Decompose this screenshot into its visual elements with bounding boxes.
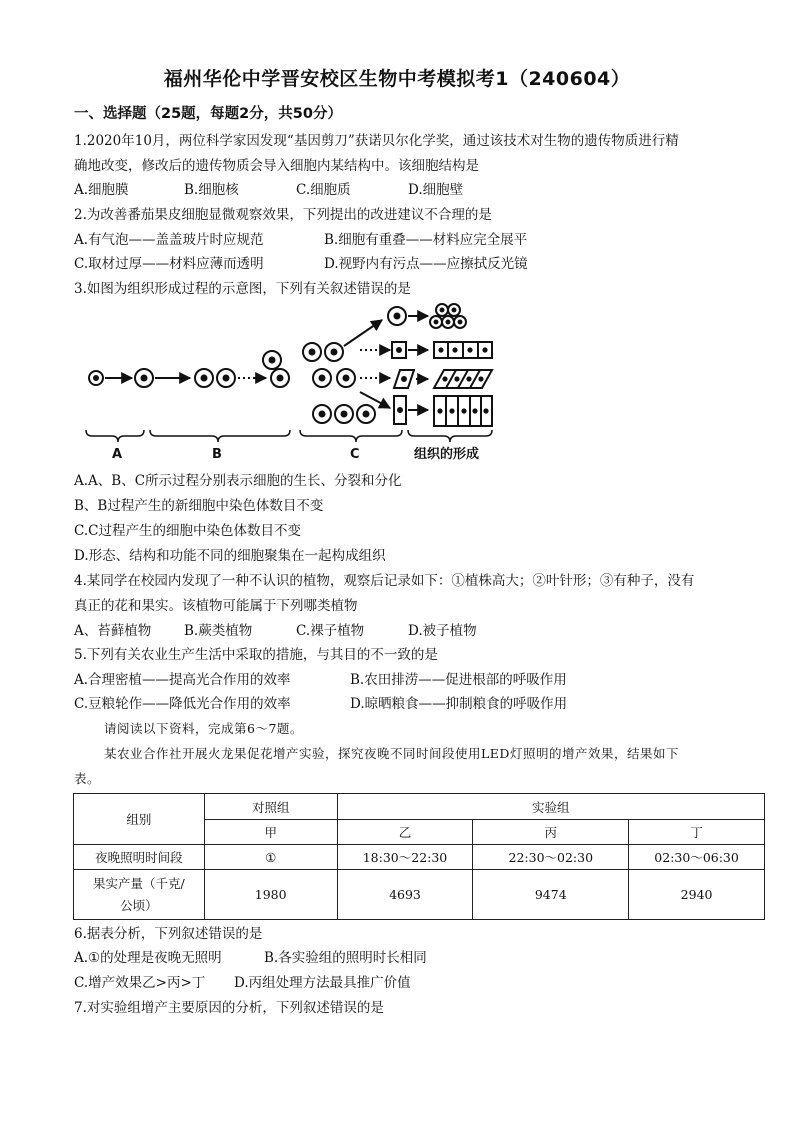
arrow-icon [344, 320, 382, 346]
table-row [74, 845, 765, 870]
q2-option-d[interactable]: D.视野内有污点——应擦拭反光镜 [324, 256, 528, 272]
brace-a [86, 430, 144, 442]
q6-option-a[interactable]: A.①的处理是夜晚无照明 [74, 950, 222, 966]
q1-option-d[interactable]: D.细胞壁 [408, 182, 464, 198]
tissue-icon [434, 370, 492, 388]
q1-option-b[interactable]: B.细胞核 [184, 182, 239, 198]
cell-icon [89, 371, 103, 385]
row-label: 夜晚照明时间段 [74, 845, 205, 870]
q5-option-c[interactable]: C.豆粮轮作——降低光合作用的效率 [74, 696, 291, 712]
table-cell: ① [204, 845, 337, 870]
question-2-options-row-2 [74, 254, 734, 274]
question-2-options-row-1 [74, 230, 734, 250]
q6-option-c[interactable]: C.增产效果乙>丙>丁 [74, 975, 206, 991]
question-2-line-1: 2.为改善番茄果皮细胞显微观察效果，下列提出的改进建议不合理的是 [74, 207, 492, 223]
cell-icon [263, 343, 375, 423]
q3-option-a[interactable]: A.A、B、C所示过程分别表示细胞的生长、分裂和分化 [74, 473, 402, 489]
tissue-icon [430, 304, 466, 328]
q2-option-c[interactable]: C.取材过厚——材料应薄而透明 [74, 256, 264, 272]
group-yi: 乙 [337, 820, 473, 845]
reading-passage-line-2: 表。 [74, 771, 101, 786]
table-cell: 1980 [204, 870, 337, 920]
experiment-header: 实验组 [337, 794, 764, 820]
table-cell: 9474 [473, 870, 629, 920]
question-5-line-1: 5.下列有关农业生产生活中采取的措施，与其目的不一致的是 [74, 647, 438, 663]
table-cell: 4693 [337, 870, 473, 920]
q3-option-c[interactable]: C.C过程产生的细胞中染色体数目不变 [74, 523, 301, 539]
table-cell: 18:30～22:30 [337, 845, 473, 870]
q5-option-b[interactable]: B.农田排涝——促进根部的呼吸作用 [350, 672, 567, 688]
brace-tissue [408, 430, 492, 442]
q1-option-c[interactable]: C.细胞质 [296, 182, 351, 198]
q2-option-a[interactable]: A.有气泡——盖盖玻片时应规范 [74, 232, 264, 248]
question-7-line-1: 7.对实验组增产主要原因的分析，下列叙述错误的是 [74, 1000, 384, 1016]
diagram-label-b: B [212, 447, 222, 462]
group-ding: 丁 [629, 820, 765, 845]
q4-option-b[interactable]: B.蕨类植物 [184, 623, 253, 639]
q5-option-a[interactable]: A.合理密植——提高光合作用的效率 [74, 672, 291, 688]
tissue-icon [434, 396, 492, 426]
question-6-options-row-2 [74, 973, 734, 993]
diagram-caption: 组织的形成 [414, 447, 480, 462]
question-4-line-1: 4.某同学在校园内发现了一种不认识的植物，观察后记录如下：①植株高大；②叶针形；③有种子，没有 [74, 573, 695, 589]
q4-option-d[interactable]: D.被子植物 [408, 623, 477, 639]
diagram-label-a: A [112, 447, 123, 462]
table-header-row [74, 794, 765, 820]
q4-option-c[interactable]: C.裸子植物 [296, 623, 365, 639]
cell-icon [135, 369, 153, 387]
q5-option-d[interactable]: D.晾晒粮食——抑制粮食的呼吸作用 [350, 696, 568, 712]
question-6-options-row-1 [74, 948, 734, 968]
section-heading: 一、选择题（25题，每题2分，共50分） [74, 106, 342, 122]
q6-option-b[interactable]: B.各实验组的照明时长相同 [264, 950, 427, 966]
table-row [74, 870, 765, 920]
row-label-line-2: 公顷） [120, 897, 158, 913]
cell-icon [388, 307, 414, 424]
q1-option-a[interactable]: A.细胞膜 [74, 182, 129, 198]
diagram-label-c: C [350, 447, 360, 462]
tissue-formation-diagram [78, 298, 498, 466]
table-cell: 02:30～06:30 [629, 845, 765, 870]
control-header: 对照组 [204, 794, 337, 820]
q4-option-a[interactable]: A、苔藓植物 [74, 623, 152, 639]
brace-b [150, 430, 290, 442]
question-1-line-2: 确地改变，修改后的遗传物质会导入细胞内某结构中。该细胞结构是 [74, 158, 479, 174]
brace-c [300, 430, 402, 442]
q6-option-d[interactable]: D.丙组处理方法最具推广价值 [234, 975, 411, 991]
group-bing: 丙 [473, 820, 629, 845]
question-5-options-row-2 [74, 694, 734, 714]
group-jia: 甲 [204, 820, 337, 845]
q2-option-b[interactable]: B.细胞有重叠——材料应完全展平 [324, 232, 528, 248]
question-6-line-1: 6.据表分析，下列叙述错误的是 [74, 926, 263, 942]
question-1-line-1: 1.2020年10月，两位科学家因发现“基因剪刀”获诺贝尔化学奖，通过该技术对生物的遗传物质进行精 [74, 133, 679, 149]
reading-intro: 请阅读以下资料，完成第6～7题。 [104, 721, 303, 736]
group-header: 组别 [74, 794, 205, 845]
data-table [73, 793, 765, 920]
tissue-icon [434, 342, 492, 358]
question-3-line-1: 3.如图为组织形成过程的示意图，下列有关叙述错误的是 [74, 281, 411, 297]
question-4-options [74, 621, 734, 641]
row-label [74, 870, 205, 920]
row-label-line-1: 果实产量（千克/ [93, 875, 185, 891]
question-4-line-2: 真正的花和果实。该植物可能属于下列哪类植物 [74, 598, 358, 614]
question-5-options-row-1 [74, 670, 734, 690]
q3-option-b[interactable]: B、B过程产生的新细胞中染色体数目不变 [74, 498, 324, 514]
cell-icon [195, 369, 235, 387]
question-1-options [74, 180, 734, 200]
reading-passage-line-1: 某农业合作社开展火龙果促花增产实验，探究夜晚不同时间段使用LED灯照明的增产效果，结果如下 [104, 746, 679, 761]
q3-option-d[interactable]: D.形态、结构和功能不同的细胞聚集在一起构成组织 [74, 548, 386, 564]
page-title: 福州华伦中学晋安校区生物中考模拟考1（240604） [163, 68, 631, 90]
table-cell: 22:30～02:30 [473, 845, 629, 870]
table-cell: 2940 [629, 870, 765, 920]
